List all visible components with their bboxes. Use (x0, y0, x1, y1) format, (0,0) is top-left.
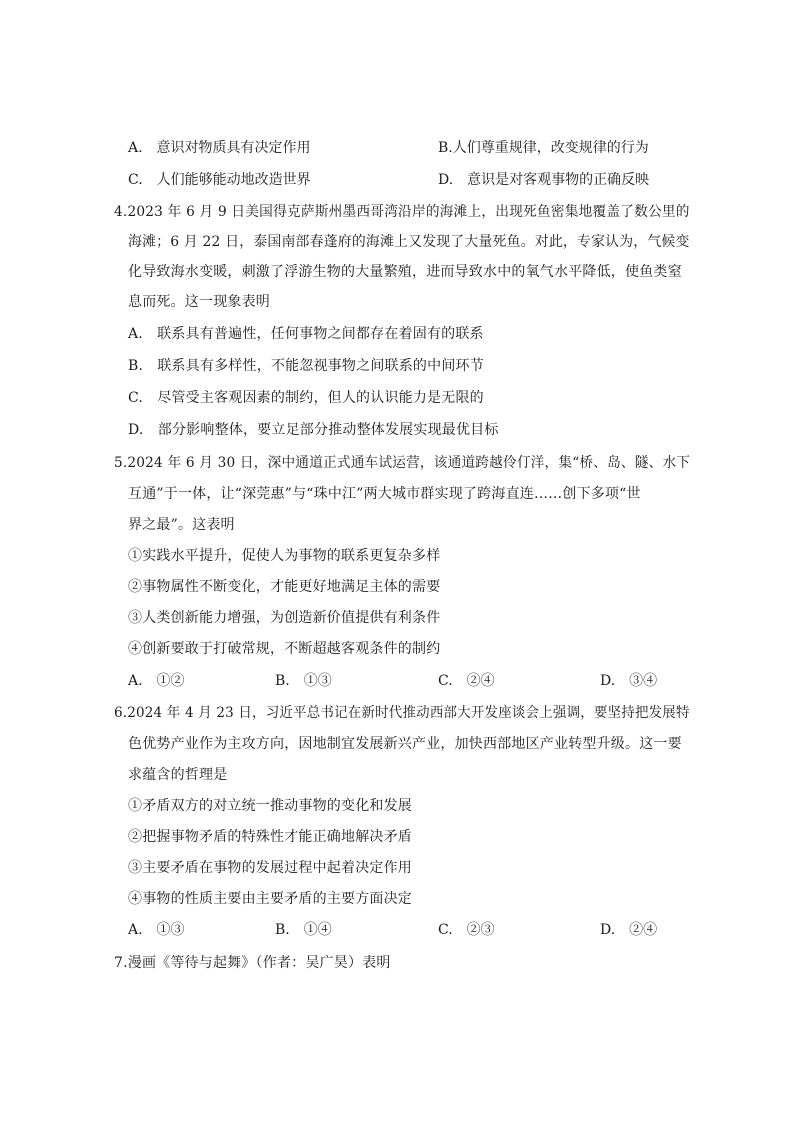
q6-stem-line-2: 色优势产业作为主攻方向，因地制宜发展新兴产业，加快西部地区产业转型升级。这一要 (128, 736, 682, 752)
q6-options-row (0, 920, 794, 940)
q6-item-1: ①矛盾双方的对立统一推动事物的变化和发展 (128, 798, 412, 814)
q7-stem-line-1: 7.漫画《等待与起舞》（作者：吴广昊）表明 (114, 955, 391, 971)
q6-option-a: A. ①③ (128, 922, 185, 938)
q6-item-2: ②把握事物矛盾的特殊性才能正确地解决矛盾 (128, 829, 412, 845)
q4-stem-line-3: 化导致海水变暖，刺激了浮游生物的大量繁殖，进而导致水中的氧气水平降低，使鱼类窒 (128, 264, 682, 280)
q5-option-a: A. ①② (128, 673, 185, 689)
q5-item-3: ③人类创新能力增强，为创造新价值提供有利条件 (128, 610, 441, 626)
q5-item-1: ①实践水平提升，促使人为事物的联系更复杂多样 (128, 548, 441, 564)
q6-stem-line-3: 求蕴含的哲理是 (128, 767, 228, 783)
q4-option-c: C. 尽管受主客观因素的制约，但人的认识能力是无限的 (128, 390, 484, 406)
q5-stem-line-3: 界之最”。这表明 (128, 517, 235, 533)
q5-options-row (0, 671, 794, 691)
q3-option-c: C. 人们能够能动地改造世界 (128, 172, 311, 188)
q4-stem-line-2: 海滩；6 月 22 日，泰国南部春蓬府的海滩上又发现了大量死鱼。对此，专家认为，气候变 (128, 234, 690, 250)
q5-item-2: ②事物属性不断变化，才能更好地满足主体的需要 (128, 579, 441, 595)
q4-option-a: A. 联系具有普遍性，任何事物之间都存在着固有的联系 (128, 326, 484, 342)
q5-stem-line-1: 5.2024 年 6 月 30 日，深中通道正式通车试运营，该通道跨越伶仃洋，集“桥、岛、隧、水下 (114, 455, 691, 471)
q4-stem-line-4: 息而死。这一现象表明 (128, 294, 270, 310)
q6-option-d: D. ②④ (600, 922, 658, 938)
q6-option-c: C. ②③ (438, 922, 495, 938)
q6-option-b: B. ①④ (275, 922, 332, 938)
q4-option-d: D. 部分影响整体，要立足部分推动整体发展实现最优目标 (128, 422, 499, 438)
q4-stem-line-1: 4.2023 年 6 月 9 日美国得克萨斯州墨西哥湾沿岸的海滩上，出现死鱼密集地覆盖了数公里的 (114, 204, 690, 220)
q6-stem-line-1: 6.2024 年 4 月 23 日，习近平总书记在新时代推动西部大开发座谈会上强调，要坚持把发展特 (114, 705, 690, 721)
q3-options-row-2 (0, 170, 794, 190)
q5-option-b: B. ①③ (275, 673, 332, 689)
q4-option-b: B. 联系具有多样性，不能忽视事物之间联系的中间环节 (128, 358, 484, 374)
q3-option-b: B.人们尊重规律，改变规律的行为 (438, 140, 649, 156)
q5-item-4: ④创新要敢于打破常规，不断超越客观条件的制约 (128, 641, 441, 657)
q5-stem-line-2: 互通”于一体，让“深莞惠”与“珠中江”两大城市群实现了跨海直连……创下多项“世 (128, 486, 641, 502)
q3-option-d: D. 意识是对客观事物的正确反映 (438, 172, 650, 188)
q3-options-row-1 (0, 138, 794, 158)
q5-option-d: D. ③④ (600, 673, 658, 689)
q6-item-3: ③主要矛盾在事物的发展过程中起着决定作用 (128, 860, 412, 876)
q6-item-4: ④事物的性质主要由主要矛盾的主要方面决定 (128, 891, 412, 907)
q3-option-a: A. 意识对物质具有决定作用 (128, 140, 311, 156)
q5-option-c: C. ②④ (438, 673, 495, 689)
